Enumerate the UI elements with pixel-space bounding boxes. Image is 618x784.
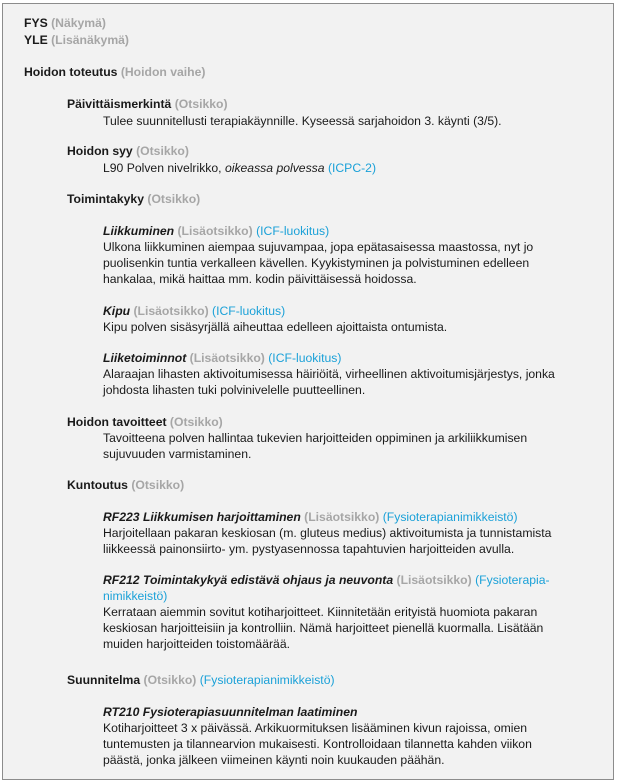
daily-text: Tulee suunnitellusti terapiakäynnille. Kyseessä sarjahoidon 3. käynti (3/5). xyxy=(103,114,502,128)
text-line: Ulkona liikkuminen aiempaa sujuvampaa, jopa epätasaisessa maastossa, nyt jo xyxy=(103,240,534,254)
reason-title: Hoidon syy xyxy=(67,144,133,158)
subheading-liiketoiminnot xyxy=(103,350,341,366)
rehab-heading xyxy=(67,477,184,493)
function-tag: (Otsikko) xyxy=(147,192,201,206)
text-line: Kotiharjoitteet 3 x päivässä. Arkikuormituksen lisääminen kivun rajoissa, omien xyxy=(103,721,528,735)
subheading-rt210: RT210 Fysioterapiasuunnitelman laatiminen xyxy=(103,705,358,719)
plan-tag: (Otsikko) xyxy=(143,673,197,687)
subheading-code: (ICF-luokitus) xyxy=(212,304,286,318)
daily-tag: (Otsikko) xyxy=(174,97,228,111)
text-line: sujuvuuden varmistaminen. xyxy=(103,447,252,461)
yle-label: YLE xyxy=(24,33,48,47)
subheading-code: (Fysioterapianimikkeistö) xyxy=(382,510,518,524)
reason-heading xyxy=(67,143,189,159)
subheading-liikkuminen xyxy=(103,223,329,239)
yle-view-tag: (Lisänäkymä) xyxy=(51,33,129,47)
text-line: tuntemusten ja tilannearvion mukaisesti. Kontrolloidaan tilannetta kahden viikon xyxy=(103,737,532,751)
subheading-tag: (Lisäotsikko) xyxy=(133,304,209,318)
goals-heading xyxy=(67,414,223,430)
document-frame xyxy=(2,3,614,780)
subheading-tag: (Lisäotsikko) xyxy=(396,573,472,587)
subheading-code: (ICF-luokitus) xyxy=(268,351,342,365)
reason-text-plain: L90 Polven nivelrikko, xyxy=(103,161,222,175)
reason-text xyxy=(103,160,376,176)
text-line: keskiosan harjoitteisiin ja kontrolliin. Nämä harjoitteet pienellä kuormalla. Lisätään xyxy=(103,621,544,635)
plan-code: (Fysioterapianimikkeistö) xyxy=(199,673,335,687)
phase-tag: (Hoidon vaihe) xyxy=(120,65,206,79)
subheading-kipu xyxy=(103,303,285,319)
plan-title: Suunnitelma xyxy=(67,673,141,687)
text-line: päästä, jonka jälkeen viimeinen käynti noin kuukauden päähän. xyxy=(103,753,445,767)
text-line: Alaraajan lihasten aktivoitumisessa häiriöitä, virheellinen aktivoitumisjärjestys, jonka xyxy=(103,367,555,381)
subheading-tag: (Lisäotsikko) xyxy=(304,510,380,524)
text-line: hankalaa, mikä haittaa mm. kodin päivittäisessä hoidossa. xyxy=(103,272,417,286)
phase-heading xyxy=(24,64,205,80)
text-line: johdosta lihasten tuki polvinivelelle puutteellinen. xyxy=(103,383,366,397)
text-line: Harjoitellaan pakaran keskiosan (m. gluteus medius) aktivoitumista ja tunnistamista xyxy=(103,526,552,540)
rehab-title: Kuntoutus xyxy=(67,478,128,492)
subheading-code: (ICF-luokitus) xyxy=(256,224,330,238)
view-line-fys xyxy=(24,15,106,31)
subheading-rf223 xyxy=(103,509,518,525)
subheading-code: (Fysioterapia- xyxy=(475,573,550,587)
reason-tag: (Otsikko) xyxy=(136,144,189,158)
reason-code: (ICPC-2) xyxy=(327,161,377,175)
reason-text-italic: oikeassa polvessa xyxy=(224,161,325,175)
subheading-code-cont: nimikkeistö) xyxy=(103,589,168,603)
daily-title: Päivittäismerkintä xyxy=(67,97,172,111)
daily-heading xyxy=(67,96,228,112)
function-title: Toimintakyky xyxy=(67,192,144,206)
subheading-title: Liikkuminen xyxy=(103,224,175,238)
phase-title: Hoidon toteutus xyxy=(24,65,118,79)
view-line-yle xyxy=(24,32,129,48)
goals-tag: (Otsikko) xyxy=(169,415,223,429)
text-line: muiden harjoitteiden toistomäärää. xyxy=(103,637,290,651)
text-line: Kipu polven sisäsyrjällä aiheuttaa edelleen ajoittaista ontumista. xyxy=(103,320,448,334)
subheading-tag: (Lisäotsikko) xyxy=(189,351,265,365)
goals-title: Hoidon tavoitteet xyxy=(67,415,167,429)
subheading-rf212 xyxy=(103,572,550,588)
fys-label: FYS xyxy=(24,16,48,30)
text-line: liikkeessä painonsiirto- ym. pystyasennossa tapahtuvien harjoitteiden avulla. xyxy=(103,542,515,556)
subheading-title: Liiketoiminnot xyxy=(103,351,187,365)
text-line: Tavoitteena polven hallintaa tukevien harjoitteiden oppiminen ja arkiliikkumisen xyxy=(103,431,528,445)
fys-view-tag: (Näkymä) xyxy=(51,16,106,30)
rehab-tag: (Otsikko) xyxy=(131,478,185,492)
subheading-title: RF212 Toimintakykyä edistävä ohjaus ja neuvonta xyxy=(103,573,394,587)
subheading-tag: (Lisäotsikko) xyxy=(177,224,253,238)
text-line: Kerrataan aiemmin sovitut kotiharjoitteet. Kiinnitetään erityistä huomiota pakaran xyxy=(103,605,538,619)
function-heading xyxy=(67,191,200,207)
text-line: puolisenkin tuntia verkalleen kävellen. Kyykistyminen ja polvistuminen edelleen xyxy=(103,256,530,270)
plan-heading xyxy=(67,672,335,688)
subheading-title: Kipu xyxy=(103,304,131,318)
subheading-title: RF223 Liikkumisen harjoittaminen xyxy=(103,510,301,524)
